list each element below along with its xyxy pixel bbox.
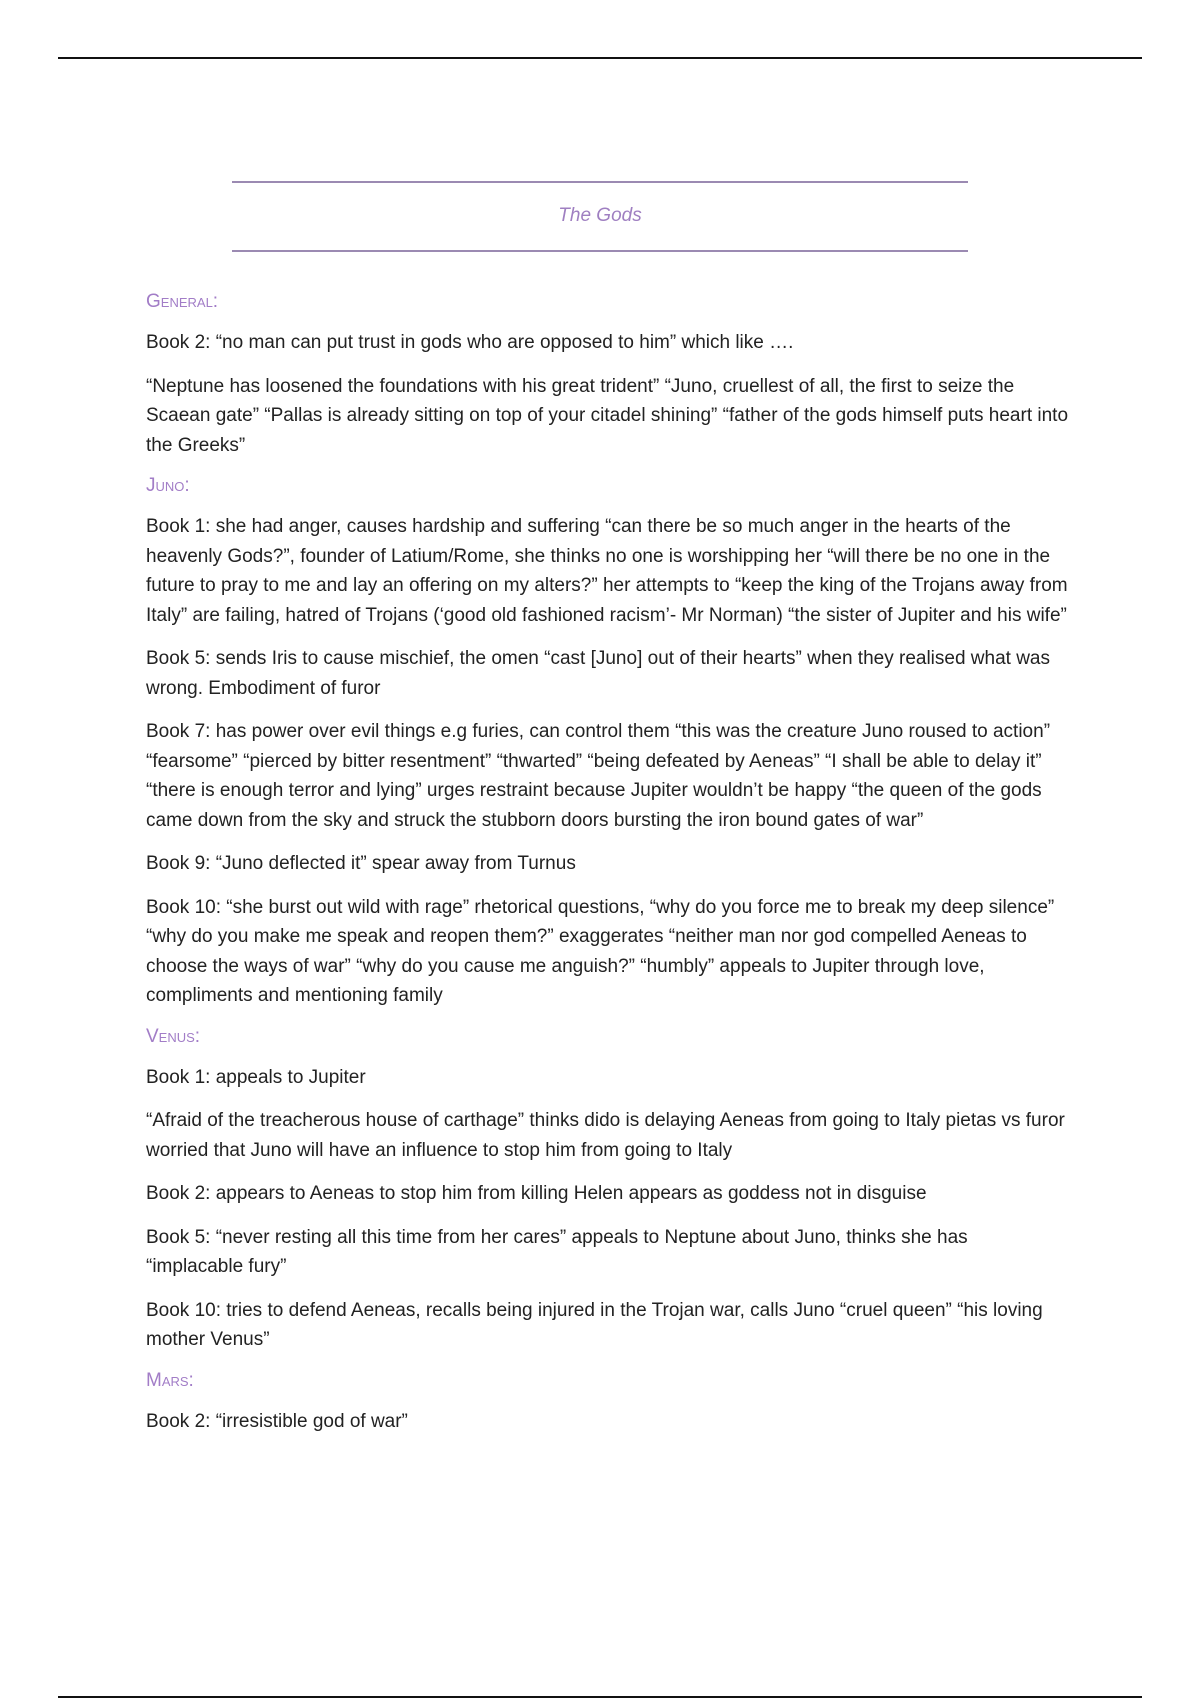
paragraph: Book 10: tries to defend Aeneas, recalls being injured in the Trojan war, calls Juno “cruel queen” “his loving mother Venus” xyxy=(146,1299,1043,1350)
document-title: The Gods xyxy=(558,205,642,226)
page-bottom-rule xyxy=(58,1696,1142,1698)
paragraph: Book 5: sends Iris to cause mischief, the omen “cast [Juno] out of their hearts” when they realised what was wrong. Embodiment of furor xyxy=(146,648,1051,699)
page-top-rule xyxy=(58,57,1142,59)
section-heading-mars: Mars: xyxy=(146,1369,194,1391)
section-heading-juno: Juno: xyxy=(146,475,190,496)
document-body xyxy=(146,280,1068,1450)
title-block xyxy=(232,181,968,252)
section-heading-venus: Venus: xyxy=(146,1025,201,1047)
section-mars xyxy=(146,1369,1068,1437)
title-bottom-rule xyxy=(232,250,968,252)
paragraph: Book 2: “irresistible god of war” xyxy=(146,1410,408,1432)
paragraph: Book 2: appears to Aeneas to stop him from killing Helen appears as goddess not in disguise xyxy=(146,1183,927,1204)
section-general xyxy=(146,290,1068,460)
paragraph: Book 9: “Juno deflected it” spear away from Turnus xyxy=(146,853,576,874)
section-heading-general: General: xyxy=(146,291,219,312)
section-venus xyxy=(146,1025,1068,1355)
paragraph: Book 1: appeals to Jupiter xyxy=(146,1066,366,1088)
paragraph: “Neptune has loosened the foundations with his great trident” “Juno, cruellest of all, the first to seize the Scaean gate” “Pallas is already sitting on top of your citadel shining” “father of the gods himself puts heart into the Greeks” xyxy=(146,375,1069,456)
paragraph: “Afraid of the treacherous house of carthage” thinks dido is delaying Aeneas from going to Italy pietas vs furor worried that Juno will have an influence to stop him from going to Italy xyxy=(146,1110,1065,1161)
paragraph: Book 7: has power over evil things e.g furies, can control them “this was the creature Juno roused to action” “fearsome” “pierced by bitter resentment” “thwarted” “being defeated by Aeneas” “I shall be able to delay it” “there is enough terror and lying” urges restraint because Jupiter wouldn’t be happy “the queen of the gods came down from the sky and struck the stubborn doors bursting the iron bound gates of war” xyxy=(146,721,1051,831)
paragraph: Book 1: she had anger, causes hardship and suffering “can there be so much anger in the hearts of the heavenly Gods?”, founder of Latium/Rome, she thinks no one is worshipping her “will there be no one in the future to pray to me and lay an offering on my alters?” her attempts to “keep the king of the Trojans away from Italy” are failing, hatred of Trojans (‘good old fashioned racism’- Mr Norman) “the sister of Jupiter and his wife” xyxy=(146,516,1068,626)
paragraph: Book 5: “never resting all this time from her cares” appeals to Neptune about Juno, thinks she has “implacable fury” xyxy=(146,1226,968,1277)
paragraph: Book 2: “no man can put trust in gods who are opposed to him” which like …. xyxy=(146,332,794,353)
section-juno xyxy=(146,474,1068,1011)
paragraph: Book 10: “she burst out wild with rage” rhetorical questions, “why do you force me to break my deep silence” “why do you make me speak and reopen them?” exaggerates “neither man nor god compelled Aeneas to choose the ways of war” “why do you cause me anguish?” “humbly” appeals to Jupiter through love, compliments and mentioning family xyxy=(146,896,1055,1006)
